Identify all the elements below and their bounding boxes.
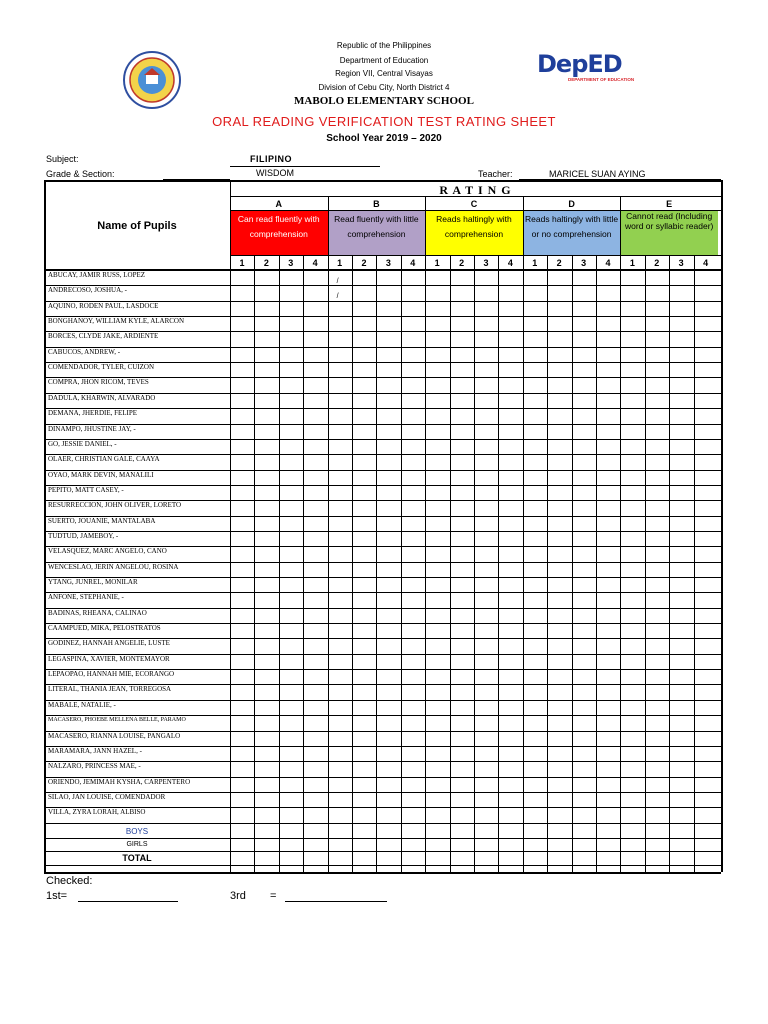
pupil-name: BONGHANOY, WILLIAM KYLE, ALARCON: [48, 318, 185, 326]
rating-subcolumn-number: 1: [337, 258, 343, 268]
category-b-description: Read fluently with little comprehension: [334, 214, 419, 239]
rating-subcolumn-number: 4: [605, 258, 611, 268]
pupil-name: ANFONE, STEPHANIE, -: [48, 594, 124, 602]
pupil-name: DINAMPO, JHUSTINE JAY, -: [48, 425, 136, 433]
grid-line: [44, 485, 721, 486]
pupil-name: WENCESLAO, JERIN ANGELOU, ROSINA: [48, 563, 179, 571]
grade-section-label: Grade & Section:: [46, 169, 115, 179]
grid-line: [328, 196, 329, 872]
category-e-description: Cannot read (Including word or syllabic reader): [625, 211, 714, 231]
pupil-name: CAAMPUED, MIKA, PELOSTRATOS: [48, 625, 161, 633]
pupil-name: OLAER, CHRISTIAN GALE, CAAYA: [48, 456, 160, 464]
third-equals: =: [270, 890, 277, 902]
grid-line: [44, 516, 721, 517]
grid-line: [44, 377, 721, 378]
category-c-letter: C: [470, 199, 478, 209]
header-region: Region VII, Central Visayas: [335, 69, 433, 78]
grid-line: [721, 180, 723, 872]
deped-logo: [537, 52, 653, 88]
pupil-name: TUDTUD, JAMEBOY, -: [48, 532, 119, 540]
subject-value: FILIPINO: [250, 154, 292, 164]
grid-line: [44, 331, 721, 332]
grid-line: [44, 746, 721, 747]
rating-subcolumn-number: 1: [532, 258, 538, 268]
grid-line: [44, 577, 721, 578]
pupil-name: BADINAS, RHEANA, CALINAO: [48, 609, 147, 617]
grid-line: [44, 301, 721, 302]
rating-subcolumn-number: 1: [629, 258, 635, 268]
grid-line: [230, 196, 721, 197]
school-year: School Year 2019 – 2020: [326, 133, 442, 144]
pupil-name: RESURRECCION, JOHN OLIVER, LORETO: [48, 502, 182, 510]
grid-line: [425, 196, 426, 872]
rating-subcolumn-number: 3: [483, 258, 489, 268]
pupil-name: NALZARO, PRINCESS MAE, -: [48, 763, 141, 771]
grid-line: [44, 792, 721, 793]
grid-line: [620, 196, 621, 872]
grid-line: [44, 454, 721, 455]
teacher-label: Teacher:: [478, 169, 513, 179]
pupil-name: GODINEZ, HANNAH ANGELIE, LUSTE: [48, 640, 170, 648]
first-label: 1st=: [46, 890, 68, 902]
grid-line: [44, 700, 721, 701]
rating-subcolumn-number: 4: [703, 258, 709, 268]
pupil-name: MACASERO, RIANNA LOUISE, PANGALO: [48, 732, 181, 740]
grid-line: [44, 439, 721, 440]
pupil-name: YTANG, JUNREL, MONILAR: [48, 579, 138, 586]
pupil-name: PEPITO, MATT CASEY, -: [48, 486, 124, 494]
grid-line: [44, 684, 721, 685]
total-label: TOTAL: [122, 852, 152, 863]
category-b-letter: B: [373, 199, 380, 209]
pupil-name: SILAO, JAN LOUISE, COMENDADOR: [48, 793, 166, 801]
pupil-name: VELASQUEZ, MARC ANGELO, CAÑO: [48, 548, 167, 556]
grid-line: [44, 731, 721, 732]
grid-line: [44, 592, 721, 593]
grid-line: [44, 608, 721, 609]
rating-subcolumn-number: 4: [507, 258, 513, 268]
pupil-name: LEGASPINA, XAVIER, MONTEMAYOR: [48, 655, 170, 663]
rating-subcolumn-number: 2: [556, 258, 562, 268]
rating-subcolumn-number: 4: [312, 258, 318, 268]
pupil-name: LITERAL, THANIA JEAN, TORREGOSA: [48, 686, 172, 694]
teacher-value: MARICEL SUAN AYING: [549, 169, 646, 179]
category-d-letter: D: [568, 199, 575, 209]
grid-line: [44, 362, 721, 363]
rating-subcolumn-number: 4: [410, 258, 416, 268]
grid-line: [44, 408, 721, 409]
category-c-description: Reads haltingly with comprehension: [436, 214, 512, 239]
grid-line: [44, 180, 721, 182]
rating-subcolumn-number: 1: [434, 258, 440, 268]
girls-label: GIRLS: [126, 840, 148, 848]
boys-label: BOYS: [125, 826, 149, 836]
rating-subcolumn-number: 2: [459, 258, 465, 268]
grid-line: [523, 196, 524, 872]
grid-line: [230, 210, 721, 211]
grade-section-value: WISDOM: [256, 168, 294, 178]
grid-line: [44, 347, 721, 348]
header-republic: Republic of the Philippines: [336, 41, 432, 50]
rating-subcolumn-number: 2: [263, 258, 269, 268]
pupil-name: MARAMARA, JANN HAZEL, -: [48, 747, 142, 755]
grid-line: [44, 865, 721, 866]
pupil-name: ABUCAY, JAMIR RUSS, LOPEZ: [48, 272, 146, 279]
pupil-name: DADULA, KHARWIN, ALVARADO: [48, 394, 156, 402]
third-label: 3rd: [230, 890, 246, 902]
pupil-name: VILLA, ZYRA LORAH, ALBISO: [48, 809, 146, 817]
grid-line: [44, 180, 46, 872]
grid-line: [44, 638, 721, 639]
rating-header: R A T I N G: [439, 183, 512, 197]
grid-line: [44, 562, 721, 563]
grid-line: [44, 851, 721, 852]
grid-line: [44, 531, 721, 532]
grid-line: [44, 424, 721, 425]
grid-line: [44, 316, 721, 317]
pupil-name: LEPAOPAO, HANNAH MIE, ECORANGO: [48, 671, 175, 679]
category-a-description: Can read fluently with comprehension: [237, 214, 320, 239]
rating-subcolumn-number: 3: [678, 258, 684, 268]
pupil-name: BORCES, CLYDE JAKE, ARDIENTE: [48, 333, 159, 341]
category-e-letter: E: [666, 199, 673, 209]
grid-line: [44, 777, 721, 778]
deped-logo-subtext: DEPARTMENT OF EDUCATION: [568, 77, 635, 82]
grid-line: [230, 180, 231, 872]
school-name: MABOLO ELEMENTARY SCHOOL: [294, 95, 474, 107]
grid-line: [44, 838, 721, 839]
deped-logo-text: DepED: [537, 50, 622, 78]
grid-line: [44, 654, 721, 655]
rating-subcolumn-number: 3: [385, 258, 391, 268]
grid-line: [44, 285, 721, 286]
pupil-name: AQUINO, RODEN PAUL, LASDOCE: [48, 302, 159, 310]
pupil-name: ORIENDO, JEMIMAH KYSHA, CARPENTERO: [48, 778, 191, 786]
checked-label: Checked:: [46, 875, 93, 887]
rating-subcolumn-number: 1: [239, 258, 245, 268]
grid-line: [44, 623, 721, 624]
pupil-name: COMPRA, JHON RICOM, TEVES: [48, 379, 149, 387]
grid-line: [44, 761, 721, 762]
pupil-name: DEMANA, JHERDIE, FELIPE: [48, 410, 138, 418]
pupil-name: SUERTO, JOUANIE, MANTALABA: [48, 517, 156, 525]
subject-underline: [230, 166, 380, 167]
pupil-name: ANDRECOSO, JOSHUA, -: [48, 287, 127, 295]
rating-subcolumn-number: 2: [361, 258, 367, 268]
rating-subcolumn-number: 3: [288, 258, 294, 268]
grid-line: [44, 715, 721, 716]
grid-line: [44, 546, 721, 547]
grid-line: [44, 807, 721, 808]
third-line: [285, 901, 387, 902]
pupil-name: OYAO, MARK DEVIN, MANALILI: [48, 471, 154, 479]
pupil-name: MACASERO, PHOEBE MELLENA BELLE, PARAMO: [48, 717, 186, 724]
subject-label: Subject:: [46, 154, 79, 164]
category-d-description: Reads haltingly with little or no comprehension: [525, 214, 619, 239]
name-of-pupils-header: Name of Pupils: [97, 220, 177, 232]
page-title: ORAL READING VERIFICATION TEST RATING SHEET: [212, 114, 556, 129]
first-line: [78, 901, 178, 902]
grid-line: [44, 823, 721, 824]
header-department: Department of Education: [339, 56, 429, 65]
header-division: Division of Cebu City, North District 4: [318, 83, 450, 92]
rating-mark: /: [336, 293, 339, 301]
pupil-name: CABUCOS, ANDREW, -: [48, 348, 121, 356]
grid-line: [44, 470, 721, 471]
rating-mark: /: [336, 278, 339, 285]
rating-subcolumn-number: 2: [654, 258, 660, 268]
pupil-name: GO, JESSIE DANIEL, -: [48, 440, 117, 448]
grid-line: [44, 393, 721, 394]
grid-line: [44, 872, 721, 874]
grid-line: [44, 669, 721, 670]
pupil-name: MABALE, NATALIE, -: [48, 701, 116, 709]
grid-line: [44, 500, 721, 501]
rating-subcolumn-number: 3: [581, 258, 587, 268]
pupil-name: COMENDADOR, TYLER, CUIZON: [48, 364, 155, 372]
category-a-letter: A: [275, 199, 283, 209]
